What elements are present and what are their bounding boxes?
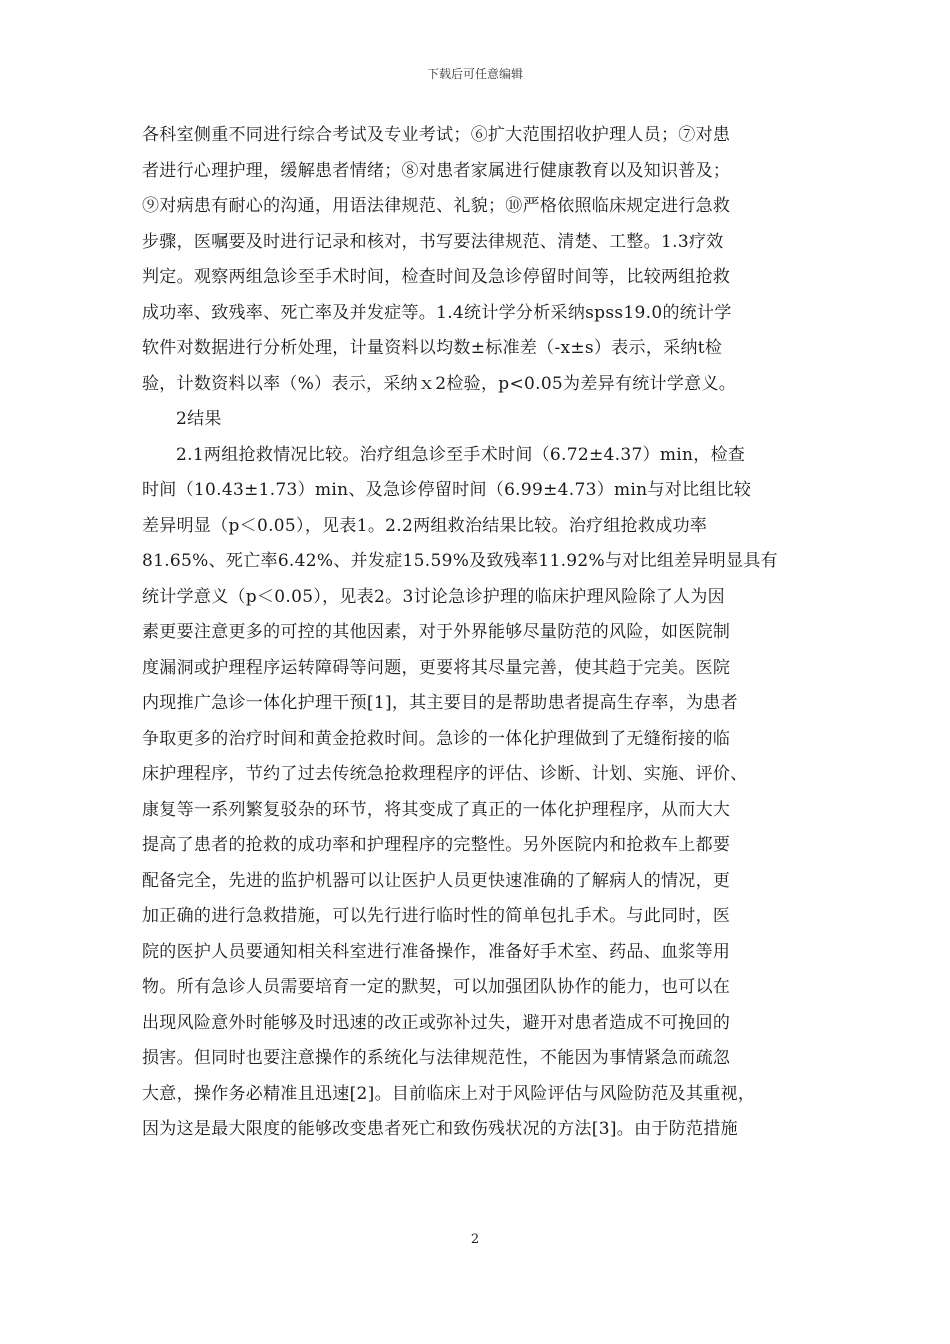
text-line: 素更要注意更多的可控的其他因素，对于外界能够尽量防范的风险，如医院制 xyxy=(142,622,731,642)
text-line: 判定。观察两组急诊至手术时间，检查时间及急诊停留时间等，比较两组抢救 xyxy=(142,267,731,287)
text-line: 加正确的进行急救措施，可以先行进行临时性的简单包扎手术。与此同时，医 xyxy=(142,906,731,926)
text-line: ⑨对病患有耐心的沟通，用语法律规范、礼貌；⑩严格依照临床规定进行急救 xyxy=(142,196,731,216)
text-line: 各科室侧重不同进行综合考试及专业考试；⑥扩大范围招收护理人员；⑦对患 xyxy=(142,125,731,145)
paragraph xyxy=(142,402,810,438)
text-line: 验，计数资料以率（%）表示，采纳ｘ2检验，p<0.05为差异有统计学意义。 xyxy=(142,373,737,394)
text-line: 提高了患者的抢救的成功率和护理程序的完整性。另外医院内和抢救车上都要 xyxy=(142,835,731,855)
text-line: 成功率、致残率、死亡率及并发症等。1.4统计学分析采纳spss19.0的统计学 xyxy=(142,302,732,323)
text-line: 2.1两组抢救情况比较。治疗组急诊至手术时间（6.72±4.37）min，检查 xyxy=(176,444,746,465)
text-line: 出现风险意外时能够及时迅速的改正或弥补过失，避开对患者造成不可挽回的 xyxy=(142,1012,731,1033)
text-line: 差异明显（p＜0.05），见表1。2.2两组救治结果比较。治疗组抢救成功率 xyxy=(142,515,708,536)
text-line: 2结果 xyxy=(176,409,222,429)
text-line: 软件对数据进行分析处理，计量资料以均数±标准差（-x±s）表示，采纳t检 xyxy=(142,338,723,358)
paragraph xyxy=(142,118,810,402)
text-line: 康复等一系列繁复驳杂的环节，将其变成了真正的一体化护理程序，从而大大 xyxy=(142,799,731,820)
text-line: 步骤，医嘱要及时进行记录和核对，书写要法律规范、清楚、工整。1.3疗效 xyxy=(142,231,724,252)
text-line: 统计学意义（p＜0.05），见表2。3讨论急诊护理的临床护理风险除了人为因 xyxy=(142,586,725,607)
page-number xyxy=(0,1232,950,1248)
text-line: 度漏洞或护理程序运转障碍等问题，更要将其尽量完善，使其趋于完美。医院 xyxy=(142,657,731,678)
text-line: 内现推广急诊一体化护理干预[1]，其主要目的是帮助患者提高生存率，为患者 xyxy=(142,693,738,713)
text-line: 争取更多的治疗时间和黄金抢救时间。急诊的一体化护理做到了无缝衔接的临 xyxy=(142,728,731,749)
text-line: 者进行心理护理，缓解患者情绪；⑧对患者家属进行健康教育以及知识普及； xyxy=(142,160,731,181)
text-line: 时间（10.43±1.73）min、及急诊停留时间（6.99±4.73）min与对比组比较 xyxy=(142,480,752,500)
text-line: 床护理程序，节约了过去传统急抢救理程序的评估、诊断、计划、实施、评价、 xyxy=(142,764,748,784)
text-line: 配备完全，先进的监护机器可以让医护人员更快速准确的了解病人的情况，更 xyxy=(142,870,731,891)
document-body xyxy=(142,118,810,1148)
paragraph xyxy=(142,438,810,1148)
page-number-text: 2 xyxy=(470,1232,480,1247)
page-header xyxy=(0,66,950,82)
text-line: 大意，操作务必精准且迅速[2]。目前临床上对于风险评估与风险防范及其重视， xyxy=(142,1083,756,1104)
text-line: 院的医护人员要通知相关科室进行准备操作，准备好手术室、药品、血浆等用 xyxy=(142,941,731,962)
text-line: 因为这是最大限度的能够改变患者死亡和致伤残状况的方法[3]。由于防范措施 xyxy=(142,1119,738,1139)
text-line: 81.65%、死亡率6.42%、并发症15.59%及致残率11.92%与对比组差异明显具有 xyxy=(142,551,778,571)
header-text: 下载后可任意编辑 xyxy=(426,67,523,81)
text-line: 损害。但同时也要注意操作的系统化与法律规范性，不能因为事情紧急而疏忽 xyxy=(142,1048,731,1068)
text-line: 物。所有急诊人员需要培育一定的默契，可以加强团队协作的能力，也可以在 xyxy=(142,977,731,997)
